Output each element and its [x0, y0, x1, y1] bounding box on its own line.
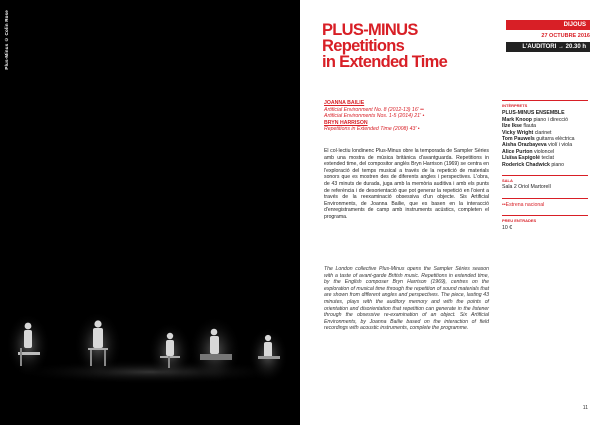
- ticket-price: 10 €: [502, 224, 513, 231]
- date-badge: 27 OCTUBRE 2016: [506, 32, 590, 40]
- performer-item: Ilze Ikse flauta: [502, 123, 537, 130]
- sidebar: [502, 100, 588, 231]
- title-line-1: PLUS-MINUS: [322, 21, 418, 39]
- performer-item: Tom Pauwels guitarra elèctrica: [502, 136, 575, 143]
- program-list: [324, 100, 489, 133]
- performer-item: Mark Knoop piano i direcció: [502, 116, 569, 123]
- performer-item: Roderick Chadwick piano: [502, 161, 565, 168]
- divider: [502, 198, 588, 199]
- hall-name: Sala 2 Oriol Martorell: [502, 184, 551, 191]
- page-number: 11: [582, 405, 588, 411]
- day-badge: DIJOUS: [506, 20, 590, 30]
- ensemble-name: PLUS-MINUS ENSEMBLE: [502, 110, 565, 117]
- title-line-3: in Extended Time: [322, 53, 448, 71]
- price-label: PREU ENTRADES: [502, 215, 588, 224]
- photo-credit: Plus-Minus © Colin Rose: [4, 10, 9, 70]
- performers-label: INTÈRPRETS: [502, 100, 588, 109]
- title-line-2: Repetitions: [322, 37, 405, 55]
- performer-item: Aisha Orazbayeva violí i viola: [502, 142, 573, 149]
- premiere-note: ••Estrena nacional: [502, 201, 545, 208]
- venue-time-badge: L'AUDITORI → 20.30 h: [506, 42, 590, 52]
- description-english: The London collective Plus-Minus opens the Sampler Sèries season with a taste of avant-garde British music. Repetitions in extended time, by the English composer Bryn Harrison (1969), centres on the exploration of musical time through the repetition of sound materials that are shown from different angles and perspectives. The piece, lasting 43 minutes, plays with the auditory memory and with the points of orientation and disorientation that repetition can generate in the listener through the obsessive re-examination of an object. Six Artificial Environments, by Joanna Bailie based on the interaction of field recordings with acoustic instruments, complete the programme.: [324, 266, 489, 332]
- performer-item: Vicky Wright clarinet: [502, 129, 552, 136]
- composer-name: JOANNA BAILIE: [324, 100, 365, 106]
- program-page: [300, 0, 600, 425]
- event-info: [506, 20, 590, 54]
- performer-item: Alice Purton violoncel: [502, 148, 555, 155]
- composer-name: BRYN HARRISON: [324, 119, 368, 126]
- work-title: Artificial Environment No. 8 (2012-13) 16' ••: [324, 106, 424, 113]
- description-catalan: El col·lectiu londinenc Plus-Minus obre la temporada de Sampler Sèries amb una mostra de música britànica d'avantguarda. Repetitions in extended time, del compositor anglès Bryn Harrison (1969) se centra en l'exploració del temps musical a través de la repetició de materials sonors que es mostren des de diferents angles i perspectives. L'obra, de 43 minuts de durada, juga amb la memòria auditiva i amb els punts de referència i de desorientació que pot generar la repetició en l'oient a través de la reexaminació obsessiva d'un objecte. Sis Artificial Environments, de Joanna Bailie, que es basen en la interacció d'enregistraments de camp amb instruments acústics, completen el programa.: [324, 148, 489, 220]
- performer-item: Lluïsa Espigolé teclat: [502, 155, 554, 162]
- work-title: Repetitions in Extended Time (2008) 43' •: [324, 126, 420, 133]
- hall-label: SALA: [502, 175, 588, 184]
- concert-title: [322, 22, 492, 70]
- work-title: Artificial Environments Nos. 1-5 (2014) 21' •: [324, 113, 425, 120]
